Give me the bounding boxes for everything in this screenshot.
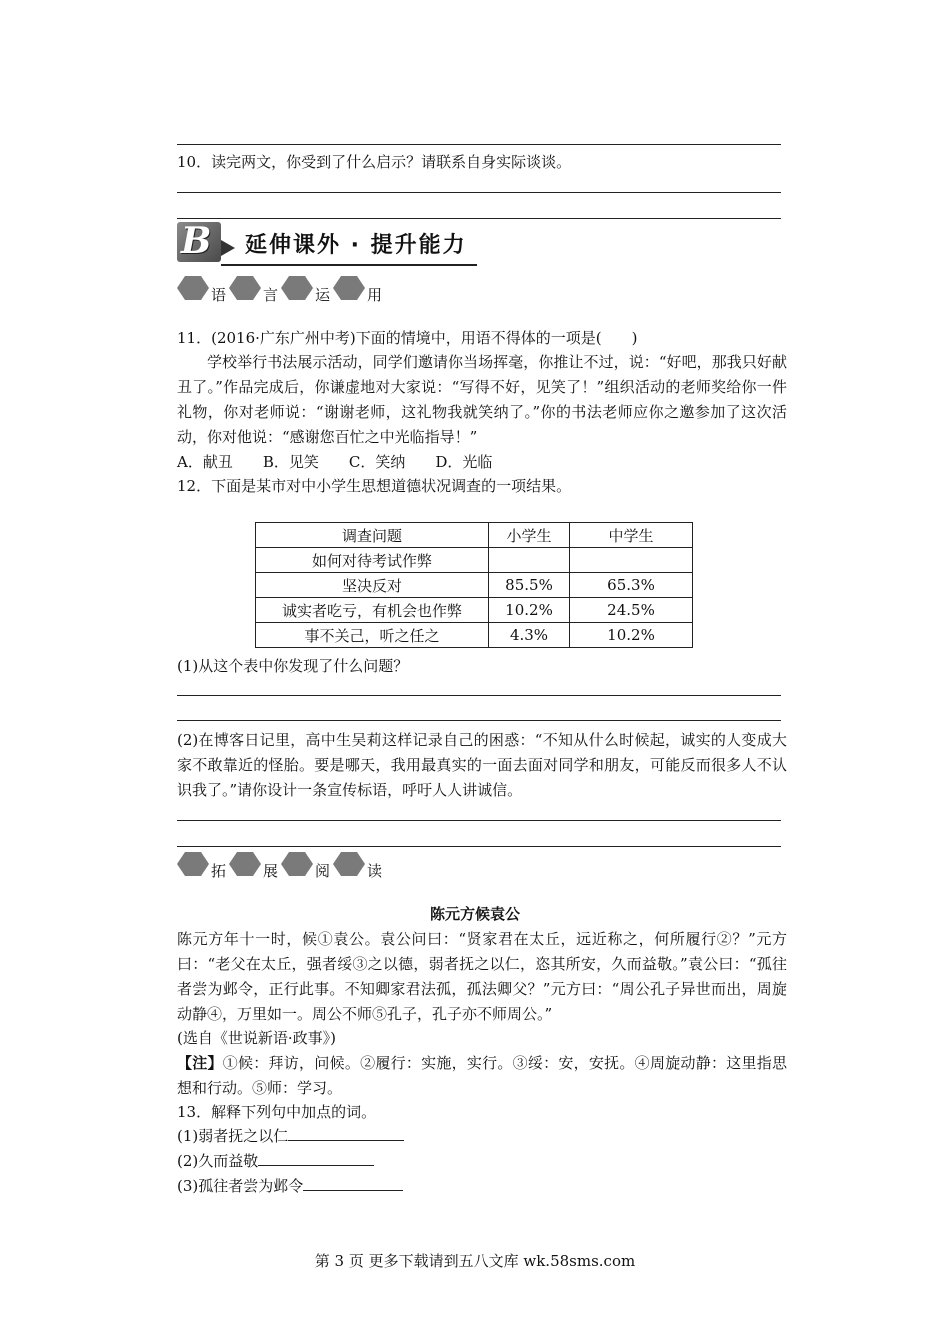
table-row [256,598,693,623]
survey-table [255,522,693,648]
table-cell: 4.3% [489,623,570,648]
table-cell: 85.5% [489,573,570,598]
section-char: 读 [367,862,383,880]
reading-source: (选自《世说新语·政事》) [177,1029,336,1047]
question-13-item [177,1124,787,1148]
page-footer: 第 3 页 更多下载请到五八文库 wk.58sms.com [314,1252,636,1270]
answer-blank[interactable] [288,1124,404,1141]
table-cell [489,548,570,573]
hexagon-icon [229,276,261,300]
table-cell: 24.5% [570,598,693,623]
hexagon-icon [281,276,313,300]
table-cell: 坚决反对 [256,573,489,598]
section-char: 展 [263,862,279,880]
question-13-item [177,1149,787,1173]
note-text: ①候：拜访，问候。②履行：实施，实行。③绥：安，安抚。④周旋动静：这里指思想和行动。⑤师：学习。 [177,1054,787,1097]
answer-line [177,820,781,821]
reading-note [177,1051,787,1101]
hexagon-icon [333,276,365,300]
banner-underline [221,264,477,266]
question-12-stem: 12．下面是某市对中小学生思想道德状况调查的一项结果。 [177,477,572,495]
section-char: 拓 [211,862,227,880]
question-11-stem: 11．(2016·广东广州中考)下面的情境中，用语不得体的一项是( ) [177,329,638,347]
table-row [256,573,693,598]
banner-letter: B [181,220,212,262]
item-text: (1)弱者抚之以仁 [177,1127,289,1145]
table-cell [570,548,693,573]
hexagon-icon [177,276,209,300]
question-13-item [177,1174,787,1198]
section-char: 言 [263,286,279,304]
reading-title: 陈元方候袁公 [429,905,520,923]
answer-line [177,218,781,219]
table-row [256,623,693,648]
answer-line [177,144,781,145]
table-header: 中学生 [570,523,693,548]
table-header: 小学生 [489,523,570,548]
answer-line [177,846,781,847]
answer-line [177,695,781,696]
answer-line [177,192,781,193]
table-cell: 10.2% [570,623,693,648]
banner-title: 延伸课外 · 提升能力 [245,233,467,258]
section-char: 运 [315,286,331,304]
section-char: 语 [211,286,227,304]
item-text: (3)孤往者尝为邺令 [177,1177,304,1195]
hexagon-icon [281,852,313,876]
question-10: 10．读完两文，你受到了什么启示？请联系自身实际谈谈。 [177,153,572,171]
triangle-arrow-icon [221,240,235,256]
table-cell: 事不关己，听之任之 [256,623,489,648]
table-header-row [256,523,693,548]
section-banner [177,222,477,266]
question-11-options: A．献丑 B．见笑 C．笑纳 D．光临 [177,453,493,471]
question-12-sub1: (1)从这个表中你发现了什么问题？ [177,657,409,675]
banner-badge [177,222,221,262]
reading-text: 陈元方年十一时，候①袁公。袁公问曰：“贤家君在太丘，远近称之，何所履行②？”元方曰：“老父在太丘，强者绥③之以德，弱者抚之以仁，恣其所安，久而益敬。”袁公曰：“孤往者尝为邺令，正行此事。不知卿家君法孤，孤法卿父？”元方曰：“周公孔子异世而出，周旋动静④，万里如一。周公不师⑤孔子，孔子亦不师周公。” [177,930,787,1023]
hexagon-icon [177,852,209,876]
section-char: 阅 [315,862,331,880]
answer-line [177,720,781,721]
section-char: 用 [367,286,383,304]
question-13-stem: 13．解释下列句中加点的词。 [177,1103,377,1121]
answer-blank[interactable] [303,1174,403,1191]
table-header: 调查问题 [256,523,489,548]
hexagon-icon [333,852,365,876]
hexagon-icon [229,852,261,876]
question-11-passage: 学校举行书法展示活动，同学们邀请你当场挥毫，你推让不过，说：“好吧，那我只好献丑了。”作品完成后，你谦虚地对大家说：“写得不好，见笑了！”组织活动的老师奖给你一件礼物，你对老师说：“谢谢老师，这礼物我就笑纳了。”你的书法老师应你之邀参加了这次活动，你对他说：“感谢您百忙之中光临指导！” [177,353,787,446]
question-12-sub2: (2)在博客日记里，高中生吴莉这样记录自己的困惑：“不知从什么时候起，诚实的人变成大家不敢靠近的怪胎。要是哪天，我用最真实的一面去面对同学和朋友，可能反而很多人不认识我了。”请你设计一条宣传标语，呼吁人人讲诚信。 [177,731,787,799]
table-row [256,548,693,573]
table-cell: 10.2% [489,598,570,623]
item-text: (2)久而益敬 [177,1152,259,1170]
table-cell: 如何对待考试作弊 [256,548,489,573]
table-cell: 诚实者吃亏，有机会也作弊 [256,598,489,623]
table-cell: 65.3% [570,573,693,598]
answer-blank[interactable] [258,1149,374,1166]
note-label: 【注】 [177,1054,223,1072]
